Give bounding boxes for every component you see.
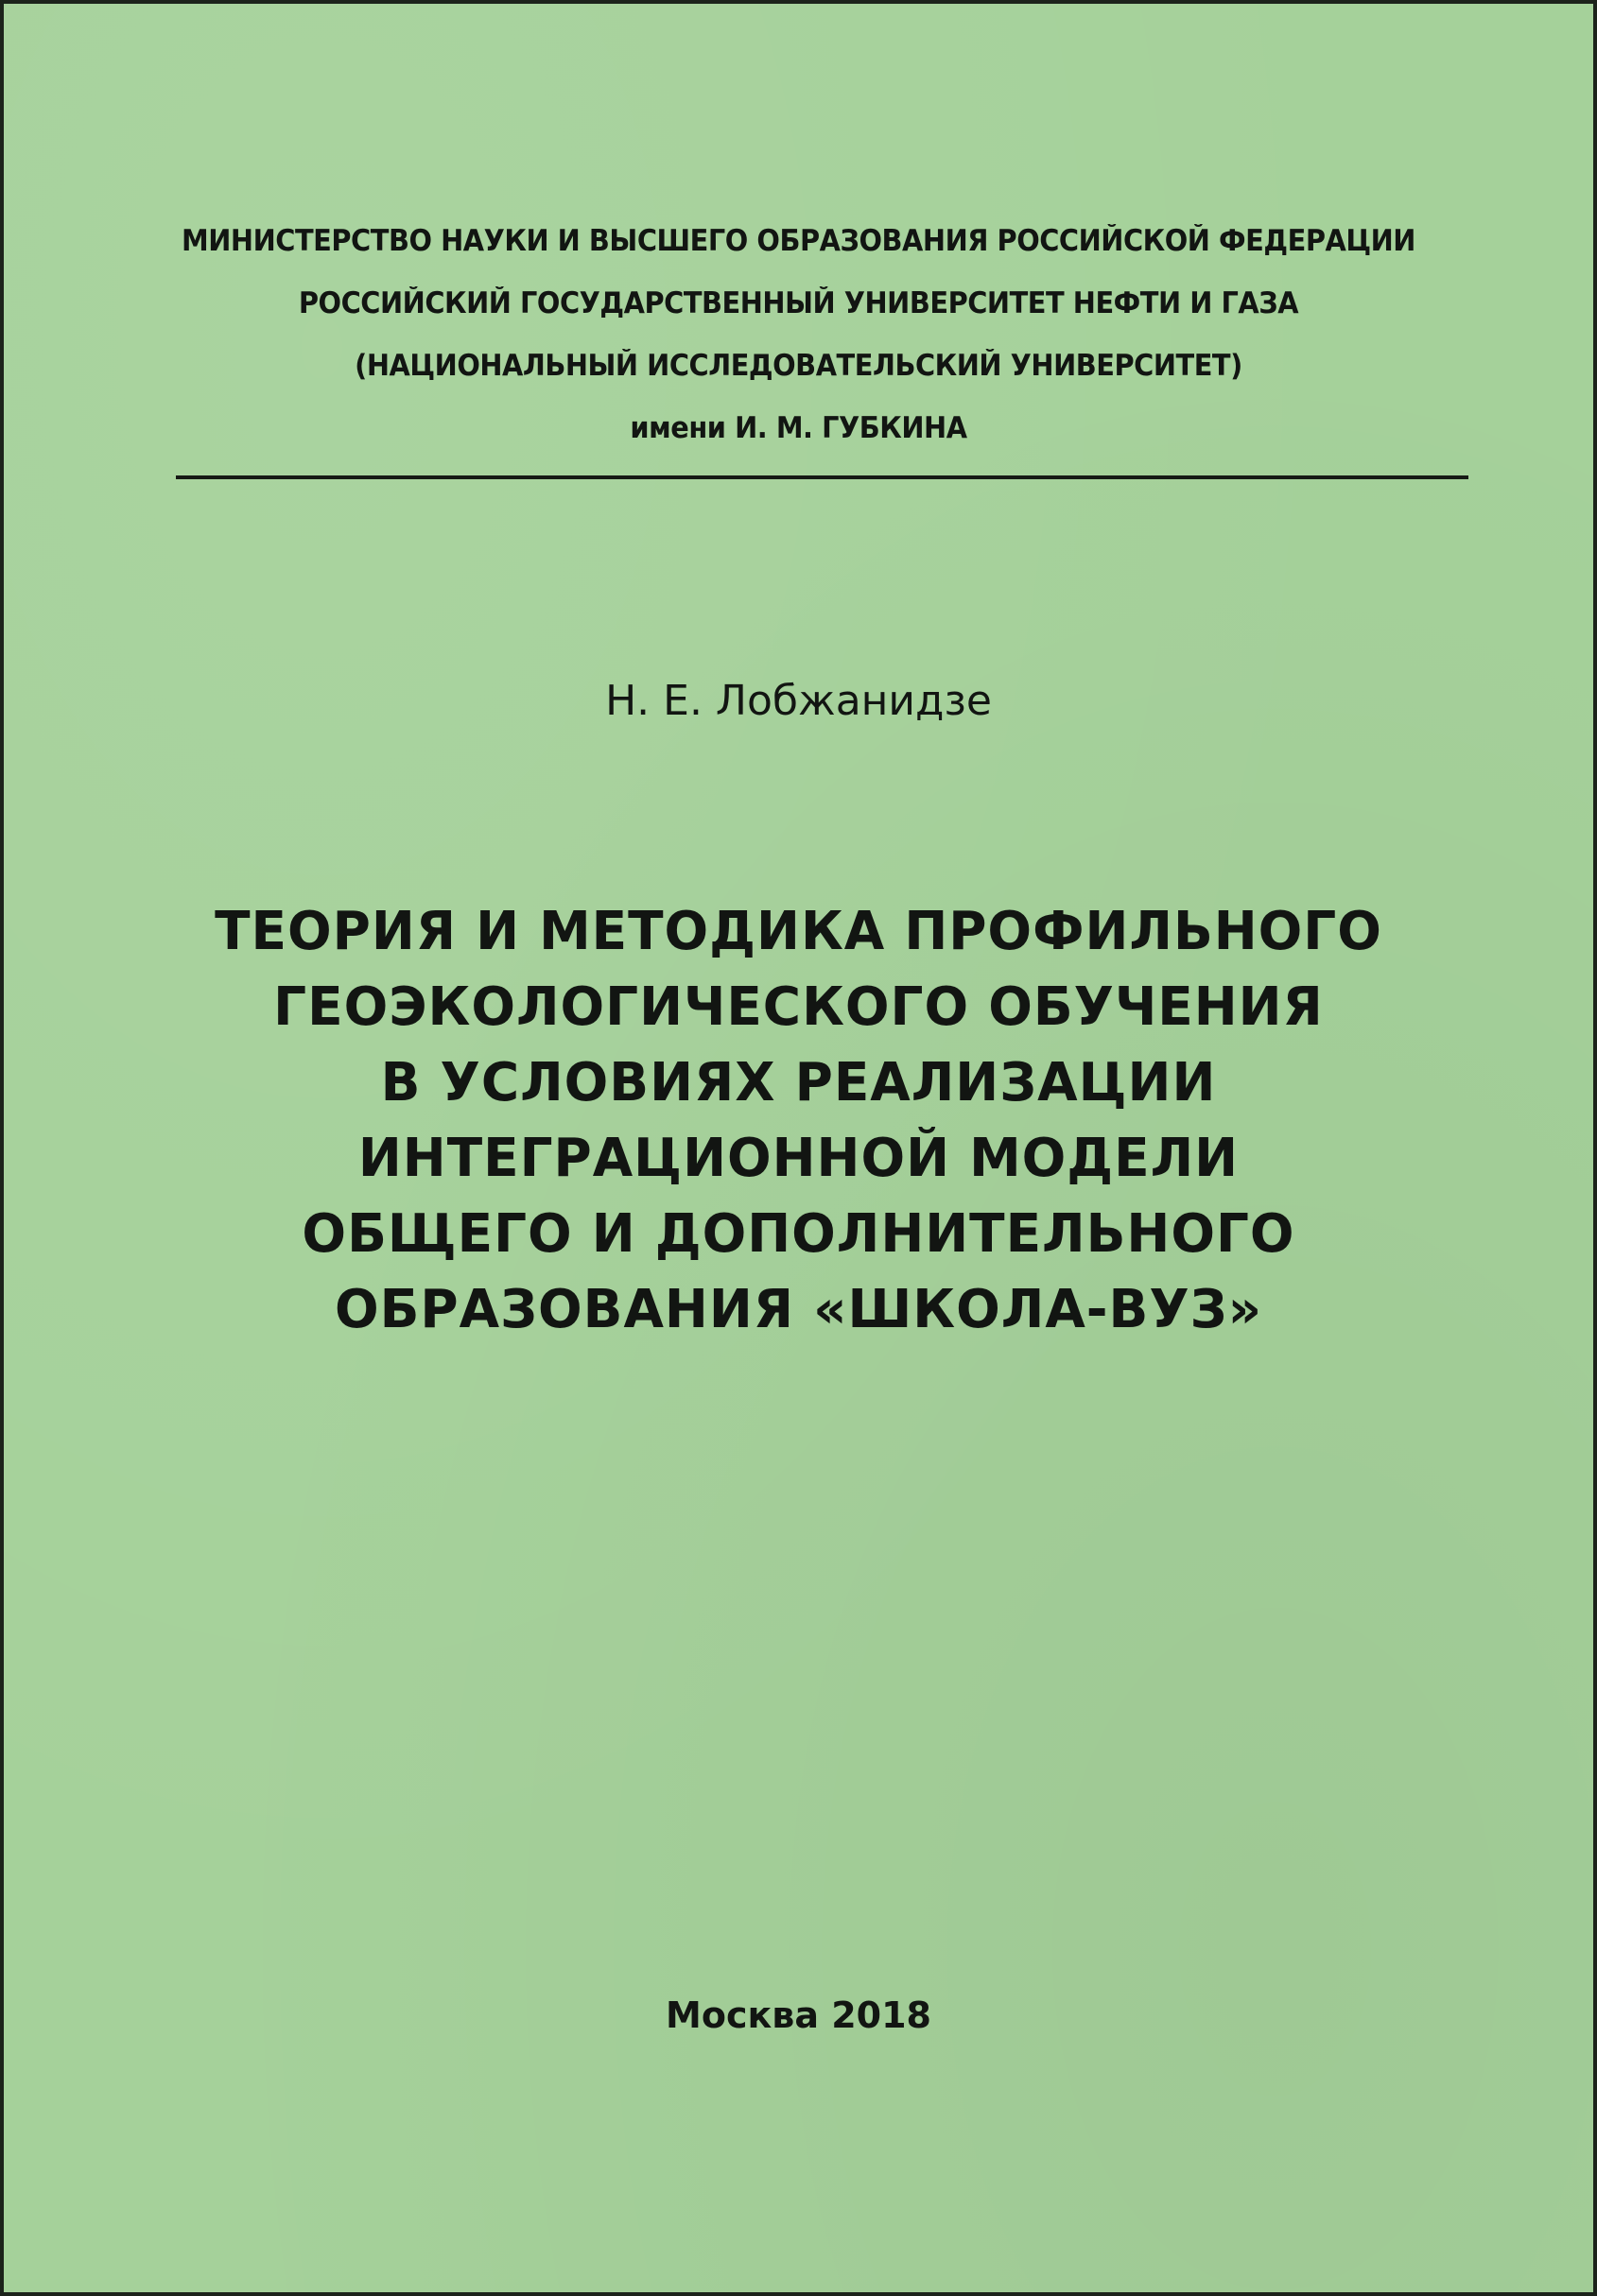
university-namesake-line: имени И. М. ГУБКИНА [630, 411, 967, 445]
imprint-city-year: Москва 2018 [666, 1994, 931, 2036]
title-line: В УСЛОВИЯХ РЕАЛИЗАЦИИ [380, 1052, 1217, 1113]
book-title [4, 894, 1593, 1348]
title-line: ТЕОРИЯ И МЕТОДИКА ПРОФИЛЬНОГО [215, 901, 1382, 962]
title-line: ОБРАЗОВАНИЯ «ШКОЛА-ВУЗ» [334, 1279, 1263, 1340]
university-status-line: (НАЦИОНАЛЬНЫЙ ИССЛЕДОВАТЕЛЬСКИЙ УНИВЕРСИТЕТ) [355, 349, 1242, 383]
university-line: РОССИЙСКИЙ ГОСУДАРСТВЕННЫЙ УНИВЕРСИТЕТ НЕФТИ И ГАЗА [298, 286, 1299, 320]
header-divider [176, 475, 1468, 479]
book-cover [4, 4, 1593, 2292]
title-line: ОБЩЕГО И ДОПОЛНИТЕЛЬНОГО [302, 1203, 1295, 1265]
title-line: ГЕОЭКОЛОГИЧЕСКОГО ОБУЧЕНИЯ [273, 976, 1324, 1038]
publisher-header [4, 210, 1593, 459]
title-line: ИНТЕГРАЦИОННОЙ МОДЕЛИ [357, 1128, 1240, 1189]
author-name: Н. Е. Лобжанидзе [605, 677, 992, 725]
ministry-line: МИНИСТЕРСТВО НАУКИ И ВЫСШЕГО ОБРАЗОВАНИЯ РОССИЙСКОЙ ФЕДЕРАЦИИ [182, 224, 1415, 258]
